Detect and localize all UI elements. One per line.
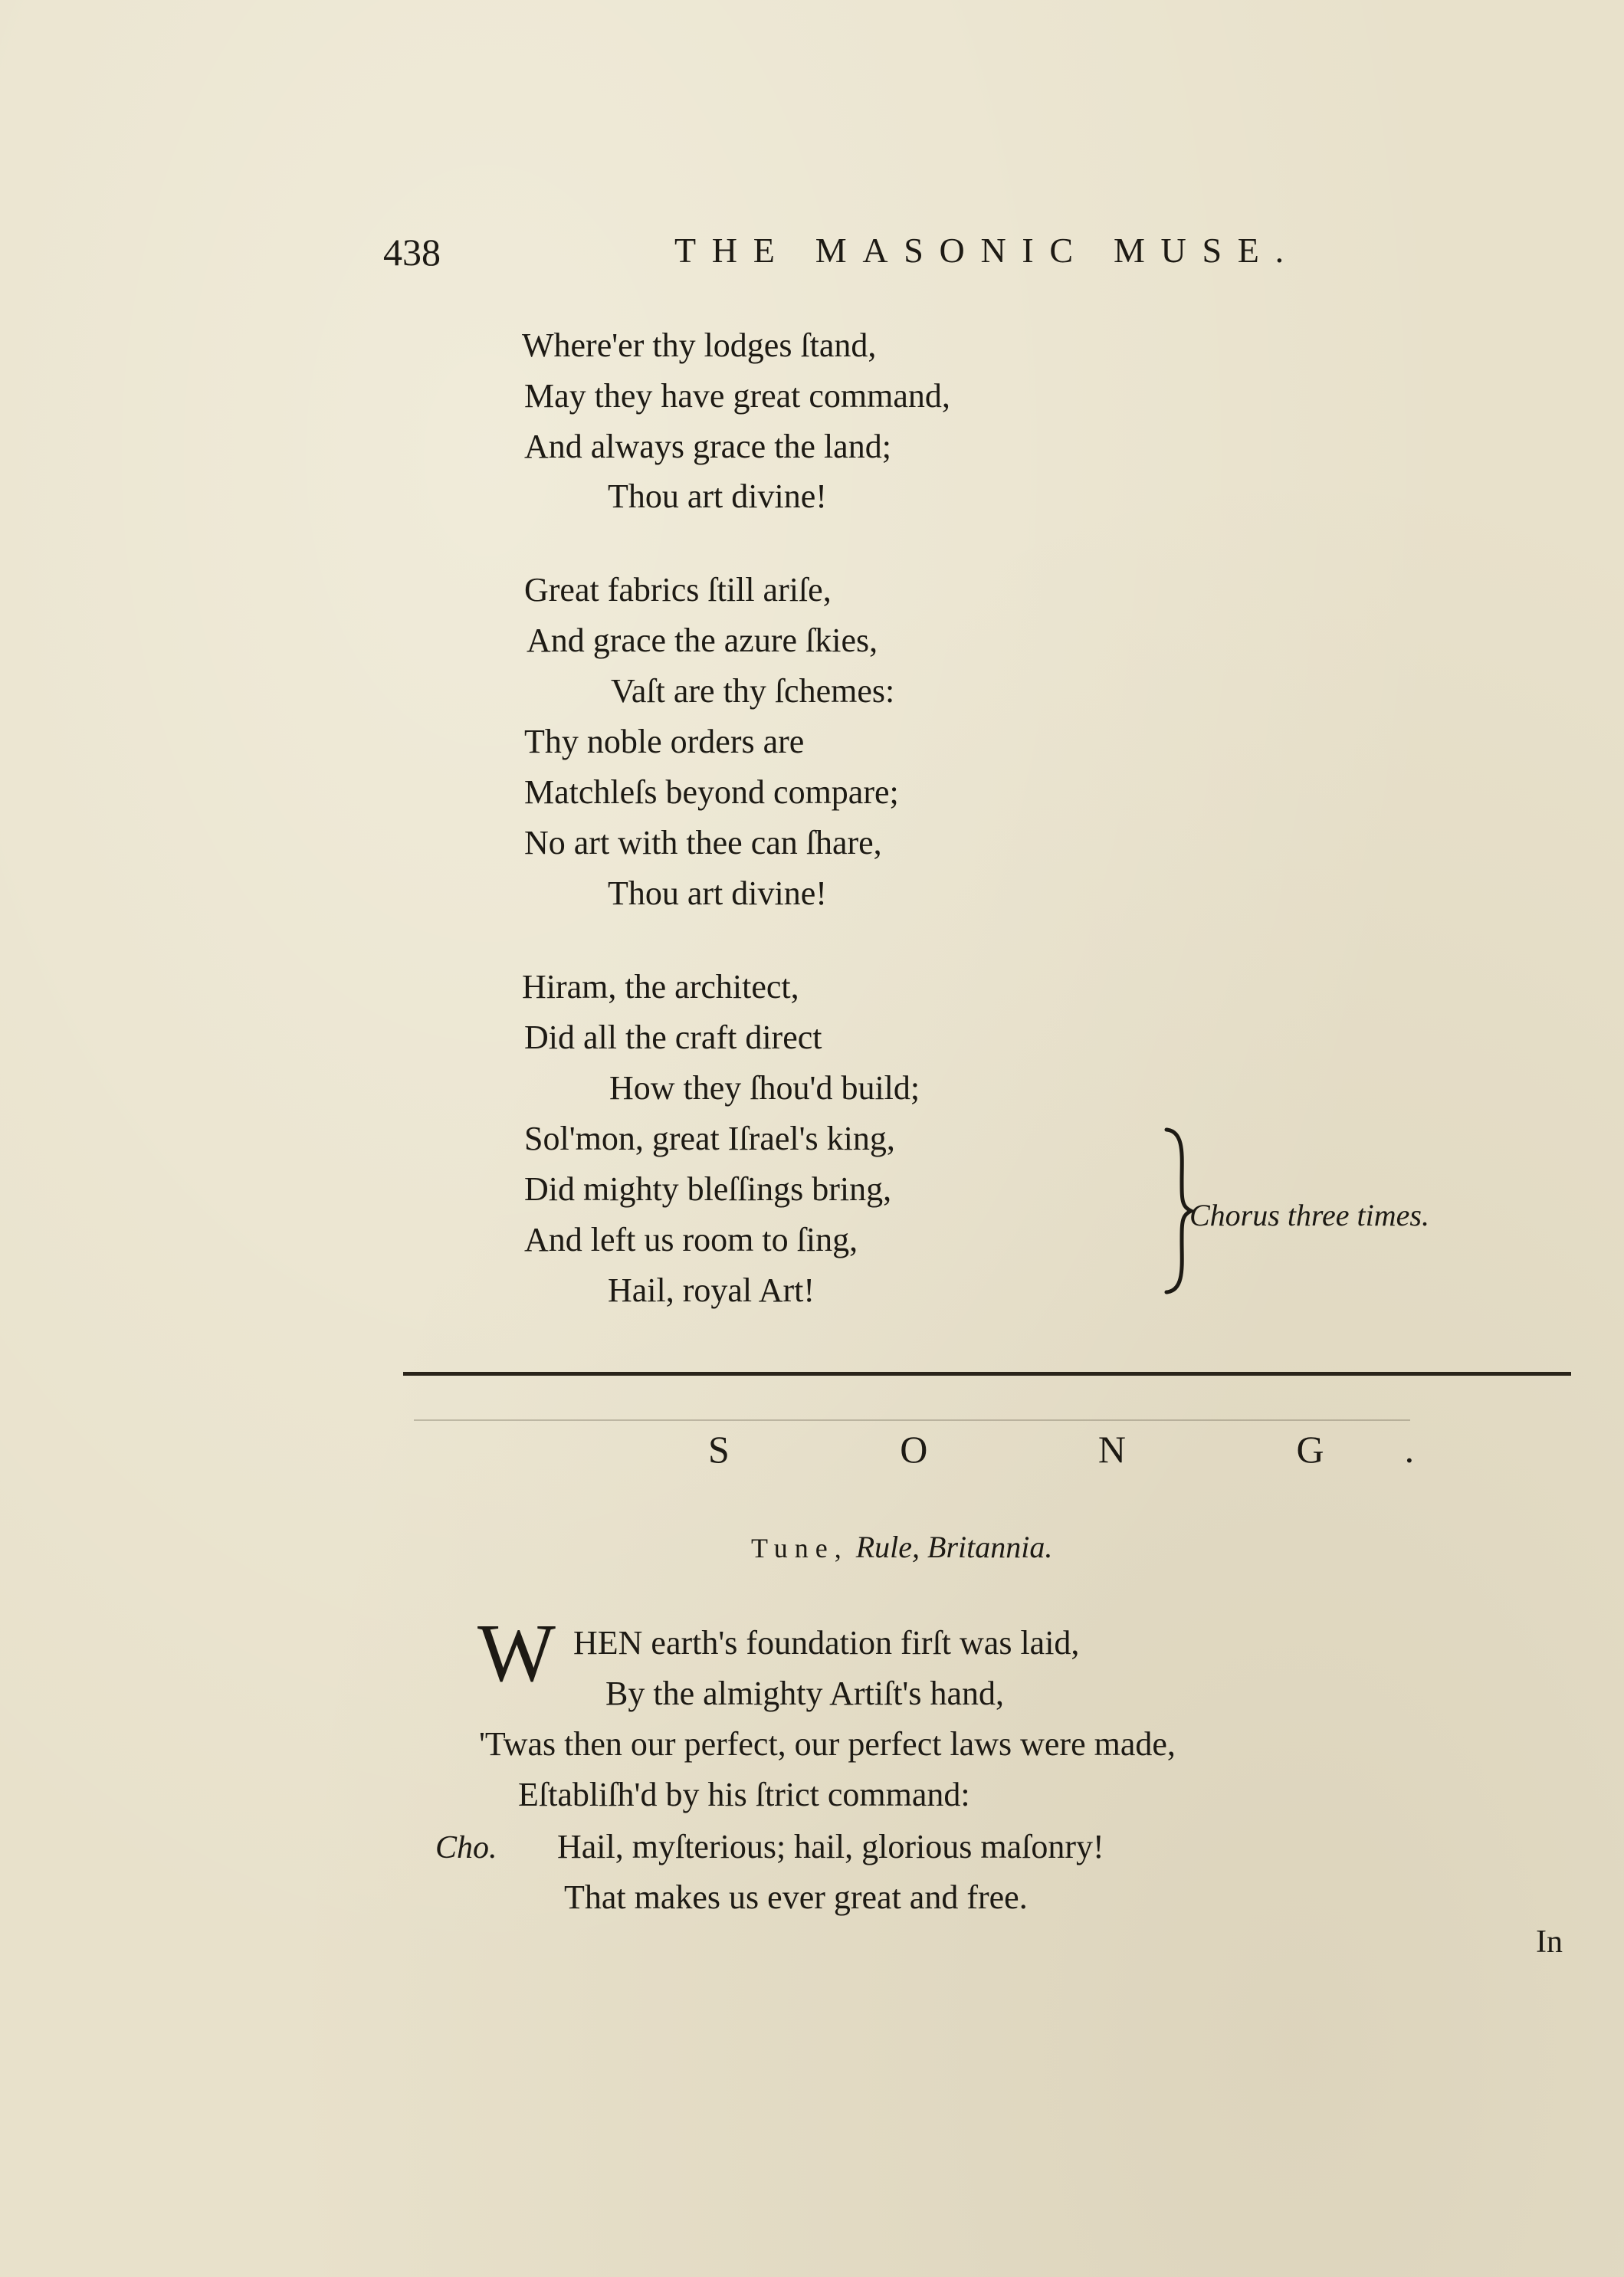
verse-line: Did all the craft direct <box>524 1019 822 1056</box>
drop-cap: W <box>477 1608 556 1699</box>
chorus-label: Cho. <box>435 1830 497 1865</box>
running-head: THE MASONIC MUSE. <box>674 231 1300 270</box>
verse-line: Thou art divine! <box>608 477 827 515</box>
tune-line <box>751 1529 1052 1565</box>
song-line: HEN earth's foundation firſt was laid, <box>573 1624 1080 1662</box>
verse-line: Sol'mon, great Iſrael's king, <box>524 1120 895 1157</box>
section-divider <box>403 1372 1571 1376</box>
verse-line: And grace the azure ſkies, <box>527 622 878 659</box>
song-line: Hail, myſterious; hail, glorious maſonry! <box>557 1828 1104 1865</box>
verse-line: And always grace the land; <box>524 428 891 465</box>
chorus-note: Chorus three times. <box>1189 1198 1429 1232</box>
verse-line: Did mighty bleſſings bring, <box>524 1170 892 1208</box>
verse-line: No art with thee can ſhare, <box>524 824 882 861</box>
catchword: In <box>1536 1924 1563 1960</box>
verse-line: How they ſhou'd build; <box>609 1069 920 1107</box>
song-title: S O N G. <box>708 1428 1495 1471</box>
verse-line: May they have great command, <box>524 377 950 415</box>
verse-line: Hail, royal Art! <box>608 1271 815 1309</box>
song-line: 'Twas then our perfect, our perfect laws were made, <box>479 1725 1176 1763</box>
verse-line: Matchleſs beyond compare; <box>524 773 899 811</box>
song-line: By the almighty Artiſt's hand, <box>605 1675 1005 1712</box>
verse-line: And left us room to ſing, <box>524 1221 858 1258</box>
tune-label: Tune, <box>751 1533 848 1563</box>
verse-line: Thy noble orders are <box>524 723 805 760</box>
song-line: That makes us ever great and free. <box>564 1878 1028 1916</box>
verse-line: Where'er thy lodges ſtand, <box>522 326 877 364</box>
verse-line: Thou art divine! <box>608 874 827 912</box>
tune-name: Rule, Britannia. <box>855 1530 1053 1564</box>
faint-divider <box>414 1419 1410 1421</box>
page-number: 438 <box>383 231 441 274</box>
verse-line: Hiram, the architect, <box>522 968 799 1006</box>
verse-line: Great fabrics ſtill ariſe, <box>524 571 832 609</box>
verse-line: Vaſt are thy ſchemes: <box>611 672 895 710</box>
song-line: Eſtabliſh'd by his ſtrict command: <box>518 1776 970 1813</box>
